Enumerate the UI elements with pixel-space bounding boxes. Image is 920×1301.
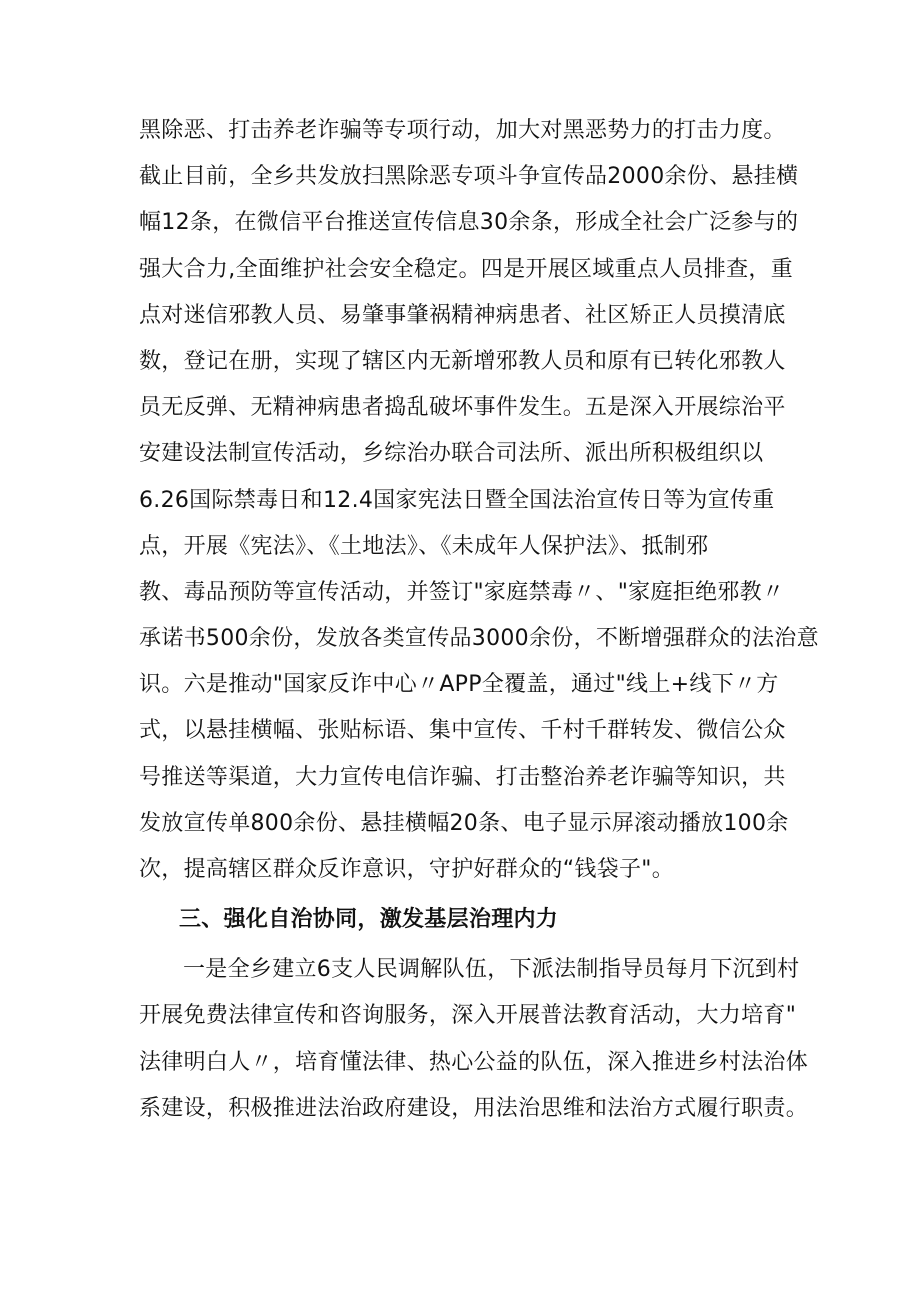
text-line: 截止目前，全乡共发放扫黑除恶专项斗争宣传品2000余份、悬挂横 — [139, 164, 799, 190]
text-line: 员无反弹、无精神病患者捣乱破坏事件发生。五是深入开展综治平 — [139, 395, 786, 421]
text-line: 式，以悬挂横幅、张贴标语、集中宣传、千村千群转发、微信公众 — [139, 718, 786, 744]
text-line: 6.26国际禁毒日和12.4国家宪法日暨全国法治宣传日等为宣传重 — [139, 487, 775, 513]
text-line: 次，提高辖区群众反诈意识，守护好群众的“钱袋子"。 — [139, 857, 675, 882]
text-line: 黑除恶、打击养老诈骗等专项行动，加大对黑恶势力的打击力度。 — [139, 118, 786, 143]
text-line: 幅12条，在微信平台推送宣传信息30余条，形成全社会广泛参与的 — [139, 210, 799, 236]
text-line: 开展免费法律宣传和咨询服务，深入开展普法教育活动，大力培育" — [139, 1003, 797, 1029]
text-line: 号推送等渠道，大力宣传电信诈骗、打击整治养老诈骗等知识，共 — [139, 764, 786, 790]
text-line: 点，开展《宪法》、《土地法》、《未成年人保护法》、抵制邪 — [139, 533, 709, 559]
text-line: 系建设，积极推进法治政府建设，用法治思维和法治方式履行职责。 — [139, 1095, 809, 1121]
text-line: 发放宣传单800余份、悬挂横幅20条、电子显示屏滚动播放100余 — [139, 810, 789, 836]
text-line: 法律明白人〃，培育懂法律、热心公益的队伍，深入推进乡村法治体 — [139, 1049, 809, 1075]
text-line: 承诺书500余份，发放各类宣传品3000余份，不断增强群众的法治意 — [139, 626, 819, 652]
section-heading: 三、强化自治协同，激发基层治理内力 — [179, 907, 559, 933]
text-line: 识。六是推动"国家反诈中心〃APP全覆盖，通过"线上+线下〃方 — [139, 672, 779, 698]
document-body — [139, 108, 819, 1132]
text-line: 数，登记在册，实现了辖区内无新增邪教人员和原有已转化邪教人 — [139, 348, 786, 374]
text-line: 点对迷信邪教人员、易肇事肇祸精神病患者、社区矫正人员摸清底 — [139, 302, 786, 328]
text-line: 强大合力,全面维护社会安全稳定。四是开展区域重点人员排查，重 — [139, 256, 793, 282]
text-line: 一是全乡建立6支人民调解队伍，下派法制指导员每月下沉到村 — [183, 957, 800, 983]
text-line: 安建设法制宣传活动，乡综治办联合司法所、派出所积极组织以 — [139, 441, 764, 467]
text-line: 教、毒品预防等宣传活动，并签订"家庭禁毒〃、"家庭拒绝邪教〃 — [139, 579, 785, 605]
